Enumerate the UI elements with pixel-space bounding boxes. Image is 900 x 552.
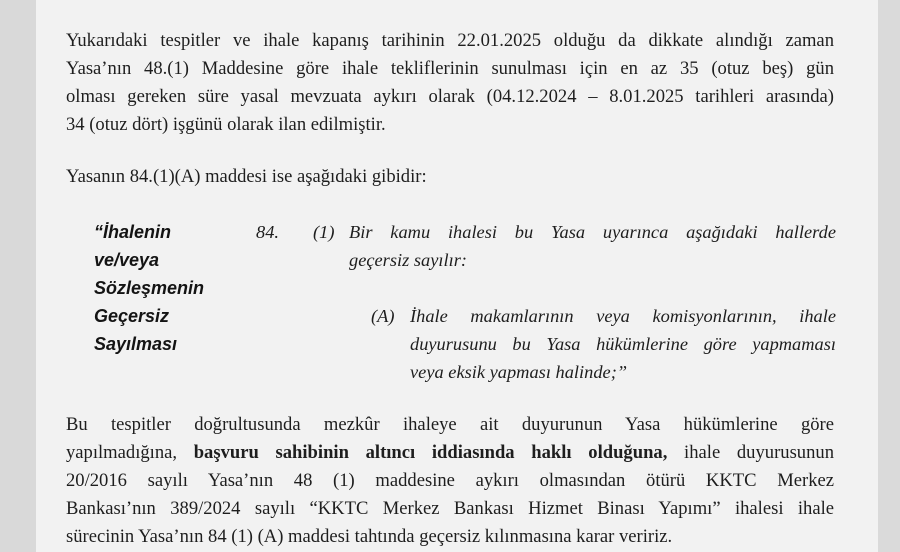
conclusion-line-2 [66,442,834,464]
sub-clause-marker: (A) [371,306,395,326]
intro-line-2: Yasa’nın 48.(1) Maddesine göre ihale tekliflerinin sunulması için en az 35 (otuz beş) gün [66,58,834,79]
article-number: 84. [256,222,279,242]
quote-heading-line-3: Sözleşmenin [94,278,205,298]
article-intro: Yasanın 84.(1)(A) maddesi ise aşağıdaki gibidir: [66,166,427,187]
paragraph-marker: (1) [313,222,335,242]
sub-clause-line-1: İhale makamlarının veya komisyonlarının, ihale [410,306,836,326]
quote-heading-line-5: Sayılması [94,334,178,354]
quote-heading-line-1: “İhalenin [94,222,172,242]
intro-line-1: Yukarıdaki tespitler ve ihale kapanış tarihinin 22.01.2025 olduğu da dikkate alındığı zaman [66,30,834,51]
conclusion-line-2-end: ihale duyurusunun [667,442,834,463]
conclusion-bold-finding: başvuru sahibinin altıncı iddiasında haklı olduğuna, [193,442,668,463]
intro-line-3: olması gereken süre yasal mevzuata aykırı olarak (04.12.2024 – 8.01.2025 tarihleri arasında) [66,86,834,107]
sub-clause-line-2: duyurusunu bu Yasa hükümlerine göre yapmaması [410,334,836,354]
page-left-margin [0,0,36,552]
sub-clause-line-3: veya eksik yapması halinde;” [410,362,628,382]
conclusion-line-1: Bu tespitler doğrultusunda mezkûr ihaleye ait duyurunun Yasa hükümlerine göre [66,414,834,435]
page-right-margin [878,0,900,552]
conclusion-line-3: 20/2016 sayılı Yasa’nın 48 (1) maddesine aykırı olmasından ötürü KKTC Merkez [66,470,834,491]
conclusion-line-2-start: yapılmadığına, [66,442,194,463]
paragraph-line-2: geçersiz sayılır: [349,250,467,270]
quote-heading-line-4: Geçersiz [94,306,170,326]
conclusion-line-5: sürecinin Yasa’nın 84 (1) (A) maddesi tahtında geçersiz kılınmasına karar veririz. [66,526,673,547]
quote-heading-line-2: ve/veya [94,250,160,270]
paragraph-line-1: Bir kamu ihalesi bu Yasa uyarınca aşağıdaki hallerde [349,222,836,242]
intro-line-4: 34 (otuz dört) işgünü olarak ilan edilmiştir. [66,114,386,135]
conclusion-line-4: Bankası’nın 389/2024 sayılı “KKTC Merkez Bankası Hizmet Binası Yapımı” ihalesi ihale [66,498,834,519]
